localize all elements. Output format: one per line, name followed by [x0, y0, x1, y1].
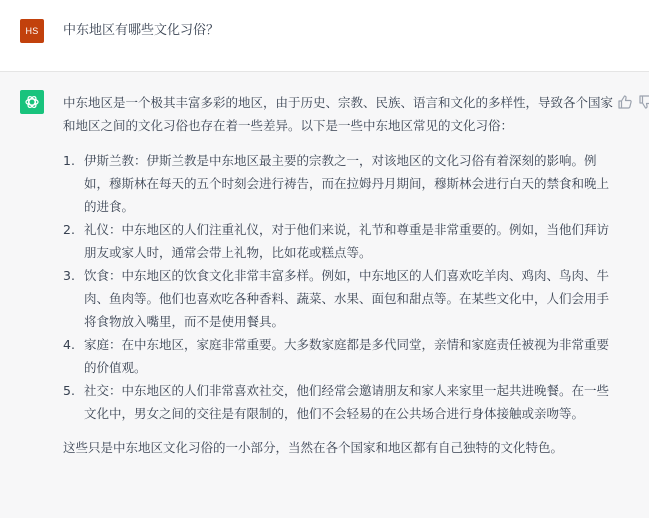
intro-paragraph: 中东地区是一个极其丰富多彩的地区，由于历史、宗教、民族、语言和文化的多样性，导致各个国家和地区之间的文化习俗也存在着一些差异。以下是一些中东地区常见的文化习俗： [63, 95, 614, 133]
list-item-text: 礼仪：中东地区的人们注重礼仪，对于他们来说，礼节和尊重是非常重要的。例如，当他们拜访朋友或家人时，通常会带上礼物，比如花或糕点等。 [84, 222, 610, 260]
list-item-number: 4. [63, 337, 75, 352]
custom-list [63, 149, 613, 425]
outro-paragraph: 这些只是中东地区文化习俗的一小部分，当然在各个国家和地区都有自己独特的文化特色。 [63, 440, 564, 455]
assistant-message-row [0, 72, 649, 518]
user-message-text: 中东地区有哪些文化习俗？ [63, 23, 220, 38]
list-item-number: 5. [63, 383, 75, 398]
assistant-message-content [63, 91, 613, 459]
list-item [63, 379, 613, 425]
list-item [63, 333, 613, 379]
list-item [63, 264, 613, 333]
list-item-text: 伊斯兰教：伊斯兰教是中东地区最主要的宗教之一，对该地区的文化习俗有着深刻的影响。例如，穆斯林在每天的五个时刻会进行祷告，而在拉姆丹月期间，穆斯林会进行白天的禁食和晚上的进食。 [84, 153, 610, 214]
list-item-text: 家庭：在中东地区，家庭非常重要。大多数家庭都是多代同堂，亲情和家庭责任被视为非常重要的价值观。 [84, 337, 610, 375]
user-message-row [0, 0, 649, 72]
thumbs-up-icon[interactable] [617, 94, 633, 110]
user-avatar: HS [20, 19, 44, 43]
openai-logo-icon [20, 90, 44, 114]
thumbs-down-icon[interactable] [638, 94, 649, 110]
list-item-number: 1. [63, 153, 75, 168]
list-item-number: 3. [63, 268, 75, 283]
list-item [63, 149, 613, 218]
list-item-text: 社交：中东地区的人们非常喜欢社交，他们经常会邀请朋友和家人来家里一起共进晚餐。在一些文化中，男女之间的交往是有限制的，他们不会轻易的在公共场合进行身体接触或亲吻等。 [84, 383, 610, 421]
list-item-number: 2. [63, 222, 75, 237]
list-item [63, 218, 613, 264]
list-item-text: 饮食：中东地区的饮食文化非常丰富多样。例如，中东地区的人们喜欢吃羊肉、鸡肉、鸟肉、牛肉、鱼肉等。他们也喜欢吃各种香料、蔬菜、水果、面包和甜点等。在某些文化中，人们会用手将食物放入嘴里，而不是使用餐具。 [84, 268, 610, 329]
